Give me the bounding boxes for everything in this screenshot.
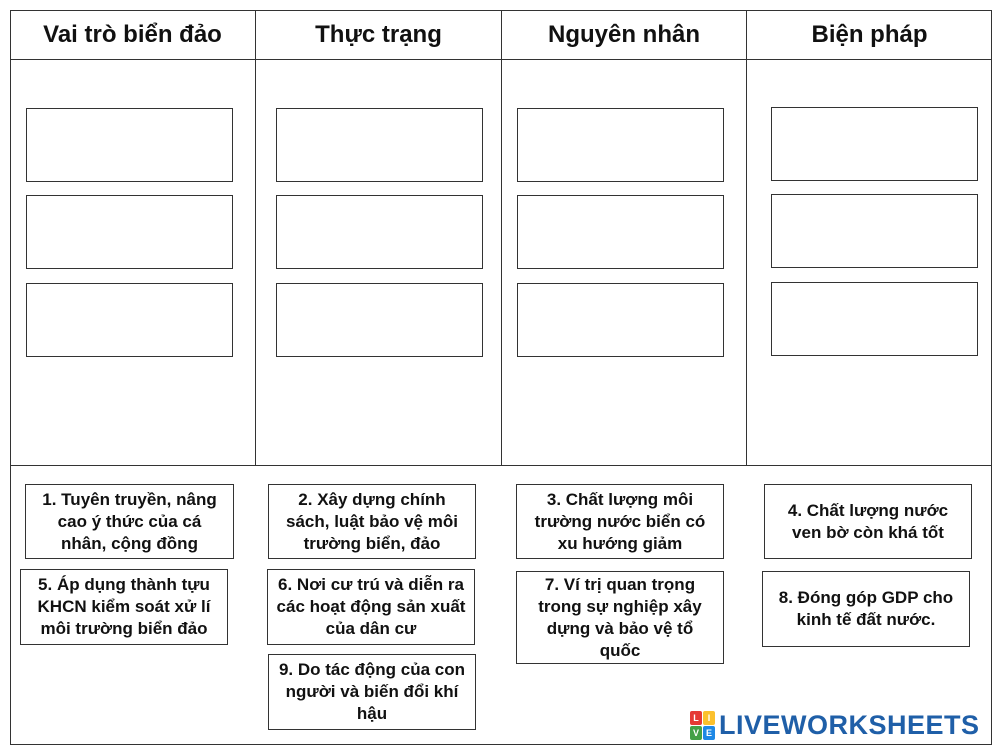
drop-slot-bien-phap-1[interactable] [771, 107, 978, 181]
column-divider [501, 10, 502, 466]
draggable-card-3[interactable]: 3. Chất lượng môi trường nước biển có xu hướng giảm [516, 484, 724, 559]
draggable-card-7[interactable]: 7. Ví trị quan trọng trong sự nghiệp xây dựng và bảo vệ tổ quốc [516, 571, 724, 664]
drop-slot-thuc-trang-2[interactable] [276, 195, 483, 269]
drop-slot-bien-phap-3[interactable] [771, 282, 978, 356]
draggable-card-9[interactable]: 9. Do tác động của con người và biến đổi khí hậu [268, 654, 476, 730]
drop-slot-vai-tro-3[interactable] [26, 283, 233, 357]
column-header-bien-phap: Biện pháp [811, 21, 928, 48]
draggable-card-5[interactable]: 5. Áp dụng thành tựu KHCN kiểm soát xử lí môi trường biển đảo [20, 569, 228, 645]
draggable-card-4[interactable]: 4. Chất lượng nước ven bờ còn khá tốt [764, 484, 972, 559]
drop-slot-bien-phap-2[interactable] [771, 194, 978, 268]
column-header-thuc-trang: Thực trạng [315, 21, 442, 48]
column-divider [746, 10, 747, 466]
drop-slot-nguyen-nhan-3[interactable] [517, 283, 724, 357]
logo-text: LIVEWORKSHEETS [719, 709, 980, 740]
draggable-card-2[interactable]: 2. Xây dựng chính sách, luật bảo vệ môi trường biển, đảo [268, 484, 476, 559]
drop-slot-nguyen-nhan-2[interactable] [517, 195, 724, 269]
drop-slot-nguyen-nhan-1[interactable] [517, 108, 724, 182]
liveworksheets-logo [690, 710, 980, 740]
draggable-card-6[interactable]: 6. Nơi cư trú và diễn ra các hoạt động sản xuất của dân cư [267, 569, 475, 645]
drop-slot-thuc-trang-1[interactable] [276, 108, 483, 182]
column-header-nguyen-nhan: Nguyên nhân [547, 21, 700, 48]
draggable-card-1[interactable]: 1. Tuyên truyền, nâng cao ý thức của cá nhân, cộng đồng [25, 484, 234, 559]
column-header-vai-tro: Vai trò biển đảo [43, 21, 222, 48]
logo-blocks-icon: L I V E [690, 711, 715, 740]
column-divider [255, 10, 256, 466]
drop-slot-vai-tro-1[interactable] [26, 108, 233, 182]
drop-slot-thuc-trang-3[interactable] [276, 283, 483, 357]
drop-slot-vai-tro-2[interactable] [26, 195, 233, 269]
draggable-card-8[interactable]: 8. Đóng góp GDP cho kinh tế đất nước. [762, 571, 970, 647]
